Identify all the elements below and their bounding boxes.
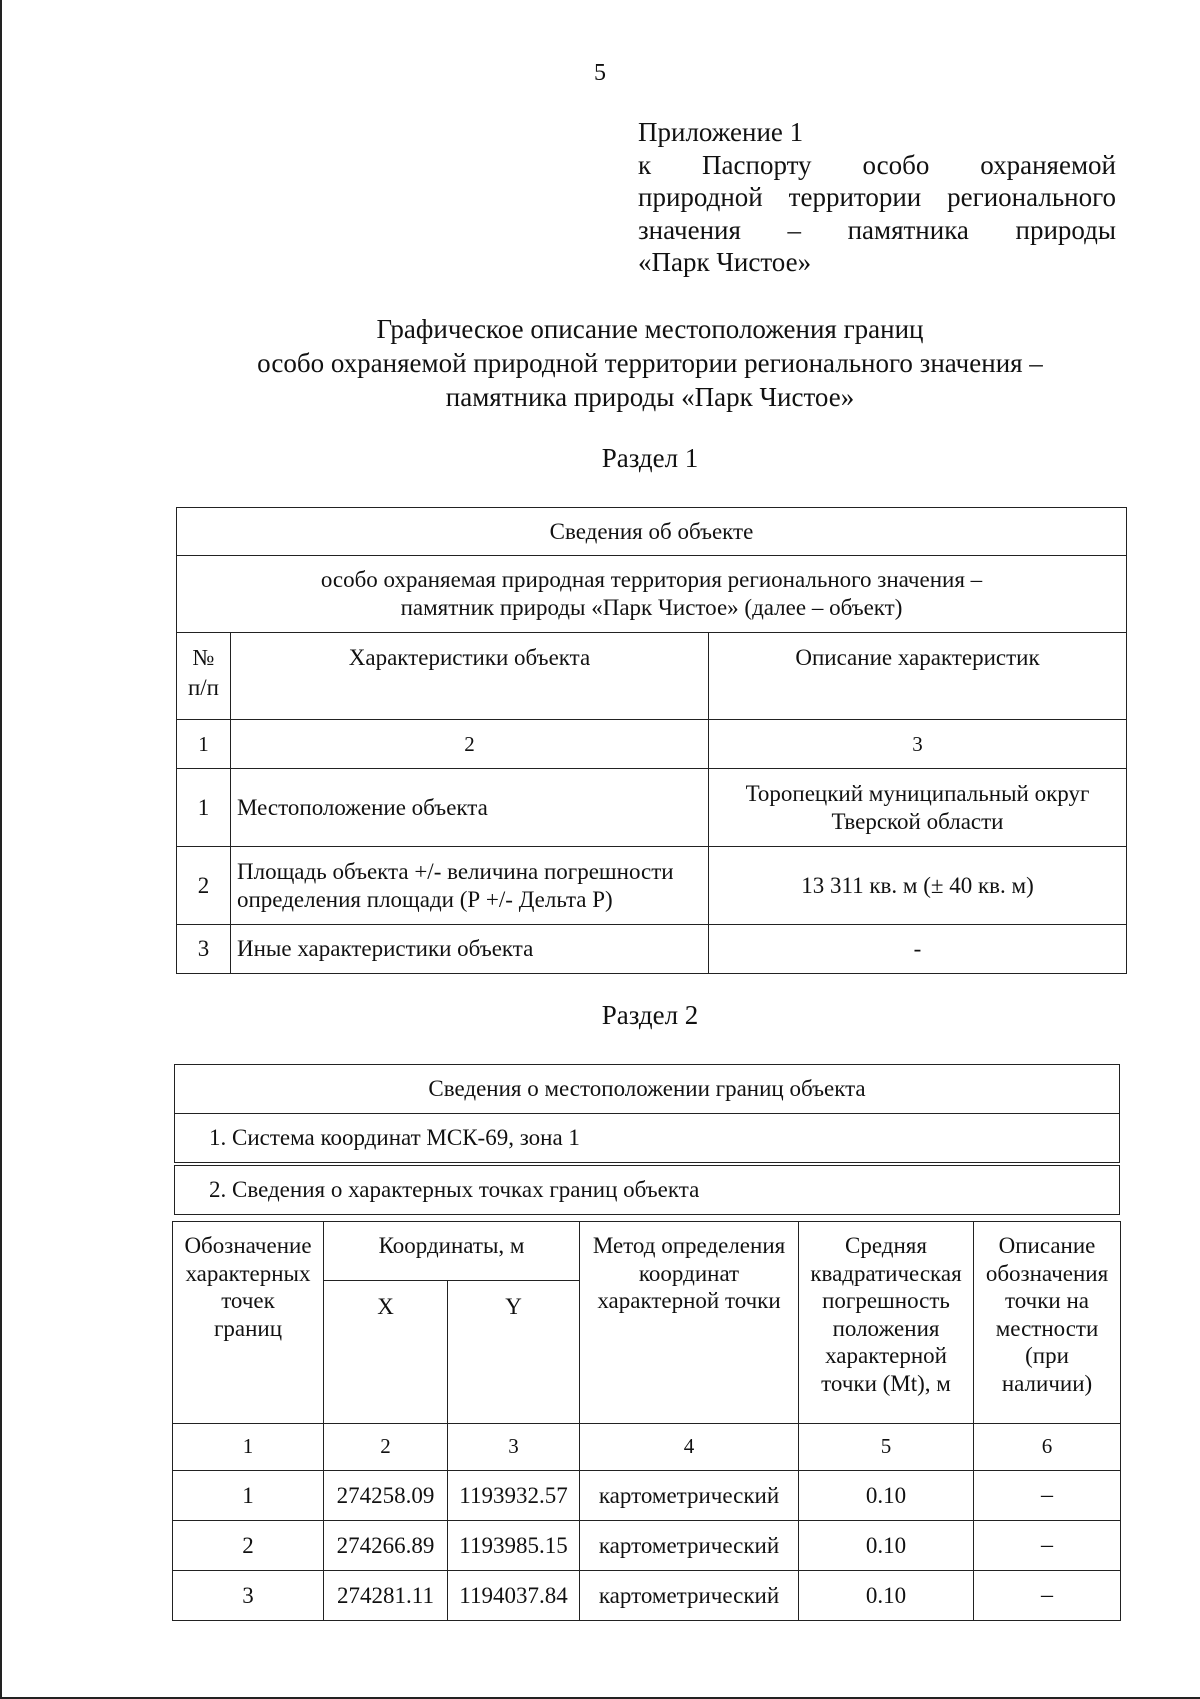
- description-cell: 13 311 кв. м (± 40 кв. м): [709, 847, 1127, 925]
- object-info-table: [176, 507, 1127, 974]
- characteristic-cell: Иные характеристики объекта: [231, 925, 709, 974]
- coord-x: 274281.11: [324, 1571, 448, 1621]
- appendix-line-4: значения – памятника природы: [638, 214, 1116, 245]
- characteristic-cell: Местоположение объекта: [231, 769, 709, 847]
- column-number-cell: 6: [974, 1424, 1121, 1471]
- title-line-1: Графическое описание местоположения границ: [376, 314, 924, 344]
- header-error-line: Средняя: [845, 1233, 927, 1258]
- section-1-heading: Раздел 1: [601, 443, 699, 473]
- object-info-subtitle: [177, 556, 1127, 633]
- header-method-line: характерной точки: [597, 1288, 781, 1313]
- table-row: [173, 1471, 1121, 1521]
- header-mean-error: [799, 1222, 974, 1424]
- title-line-2: особо охраняемой природной территории регионального значения –: [257, 348, 1043, 378]
- row-number: 3: [177, 925, 231, 974]
- header-method: [580, 1222, 799, 1424]
- section-2-heading: Раздел 2: [601, 1000, 699, 1030]
- column-header-characteristics: Характеристики объекта: [231, 633, 709, 720]
- table-row: [173, 1424, 1121, 1471]
- header-designation-line: точек: [221, 1288, 275, 1313]
- page-number: 5: [594, 60, 606, 86]
- header-designation-line: характерных: [185, 1260, 311, 1286]
- header-error-line: положения: [832, 1315, 940, 1341]
- table-row: [173, 1521, 1121, 1571]
- table-row: [177, 720, 1127, 769]
- header-desc-line: точки на: [1005, 1288, 1089, 1313]
- description-cell: -: [709, 925, 1127, 974]
- subtitle-line-1: особо охраняемая природная территория регионального значения –: [320, 567, 983, 592]
- table-header-row: [177, 633, 1127, 720]
- column-number-cell: 5: [799, 1424, 974, 1471]
- column-header-number-line-1: №: [192, 645, 215, 670]
- table-row: [175, 1065, 1120, 1114]
- object-info-title: Сведения об объекте: [177, 508, 1127, 556]
- column-number-cell: 3: [448, 1424, 580, 1471]
- title-line-3: памятника природы «Парк Чистое»: [445, 382, 855, 412]
- header-designation-line: Обозначение: [184, 1233, 312, 1258]
- mean-error: 0.10: [799, 1521, 974, 1571]
- table-row: [177, 508, 1127, 556]
- subtitle-line-2: памятник природы «Парк Чистое» (далее – объект): [400, 595, 903, 620]
- points-section-title: 2. Сведения о характерных точках границ объекта: [175, 1166, 1120, 1215]
- header-method-line: координат: [638, 1260, 740, 1286]
- table-row: [177, 847, 1127, 925]
- table-row: [177, 925, 1127, 974]
- column-header-number-line-2: п/п: [187, 675, 219, 700]
- location-table-title: Сведения о местоположении границ объекта: [175, 1065, 1120, 1114]
- coord-x: 274258.09: [324, 1471, 448, 1521]
- document-title: [0, 312, 1200, 414]
- header-desc-line: (при: [1025, 1343, 1069, 1368]
- column-number-cell: 2: [324, 1424, 448, 1471]
- header-error-line: точки (Mt), м: [821, 1370, 951, 1396]
- header-desc-line: наличии): [1001, 1370, 1093, 1396]
- column-number-cell: 1: [177, 720, 231, 769]
- method: картометрический: [580, 1471, 799, 1521]
- column-number-cell: 1: [173, 1424, 324, 1471]
- table-row: [173, 1571, 1121, 1621]
- mean-error: 0.10: [799, 1571, 974, 1621]
- appendix-line-3: природной территории регионального: [638, 182, 1116, 212]
- table-row: [175, 1166, 1120, 1215]
- coord-y: 1193985.15: [448, 1521, 580, 1571]
- table-row: [175, 1114, 1120, 1163]
- point-description: –: [974, 1571, 1121, 1621]
- header-point-description: [974, 1222, 1121, 1424]
- characteristic-line-1: Площадь объекта +/- величина погрешности: [237, 858, 674, 884]
- row-number: 2: [177, 847, 231, 925]
- point-description: –: [974, 1471, 1121, 1521]
- header-designation-line: границ: [213, 1315, 283, 1341]
- coord-y: 1193932.57: [448, 1471, 580, 1521]
- appendix-line-5: «Парк Чистое»: [638, 247, 812, 277]
- header-x: X: [324, 1281, 448, 1424]
- appendix-line-2: к Паспорту особо охраняемой: [638, 149, 1116, 180]
- column-number-cell: 3: [709, 720, 1127, 769]
- table-row: [177, 556, 1127, 633]
- points-title-table: [174, 1165, 1120, 1215]
- header-desc-line: местности: [995, 1315, 1099, 1341]
- characteristic-line-2: определения площади (Р +/- Дельта Р): [237, 886, 613, 912]
- coordinate-system: 1. Система координат МСК-69, зона 1: [175, 1114, 1120, 1163]
- row-number: 1: [177, 769, 231, 847]
- method: картометрический: [580, 1571, 799, 1621]
- column-number-cell: 4: [580, 1424, 799, 1471]
- header-method-line: Метод определения: [592, 1233, 786, 1258]
- point-description: –: [974, 1521, 1121, 1571]
- method: картометрический: [580, 1521, 799, 1571]
- description-line-2: Тверской области: [831, 808, 1004, 834]
- column-header-number: [177, 633, 231, 720]
- coord-y: 1194037.84: [448, 1571, 580, 1621]
- location-table-header: [174, 1064, 1120, 1163]
- point-id: 3: [173, 1571, 324, 1621]
- header-error-line: погрешность: [822, 1288, 950, 1313]
- table-header-row: [173, 1222, 1121, 1281]
- header-desc-line: обозначения: [985, 1260, 1109, 1286]
- header-designation: [173, 1222, 324, 1424]
- appendix-header: [638, 116, 1116, 279]
- point-id: 2: [173, 1521, 324, 1571]
- description-cell: [709, 769, 1127, 847]
- point-id: 1: [173, 1471, 324, 1521]
- column-header-description: Описание характеристик: [709, 633, 1127, 720]
- header-error-line: характерной: [825, 1343, 947, 1368]
- header-coordinates: Координаты, м: [324, 1222, 580, 1281]
- appendix-line-1: Приложение 1: [638, 117, 804, 147]
- table-row: [177, 769, 1127, 847]
- boundary-points-table: [172, 1221, 1121, 1621]
- mean-error: 0.10: [799, 1471, 974, 1521]
- characteristic-cell: [231, 847, 709, 925]
- header-desc-line: Описание: [998, 1233, 1096, 1258]
- coord-x: 274266.89: [324, 1521, 448, 1571]
- description-line-1: Торопецкий муниципальный округ: [745, 780, 1090, 806]
- scan-edge-left: [0, 0, 2, 1699]
- header-error-line: квадратическая: [810, 1260, 962, 1286]
- header-y: Y: [448, 1281, 580, 1424]
- column-number-cell: 2: [231, 720, 709, 769]
